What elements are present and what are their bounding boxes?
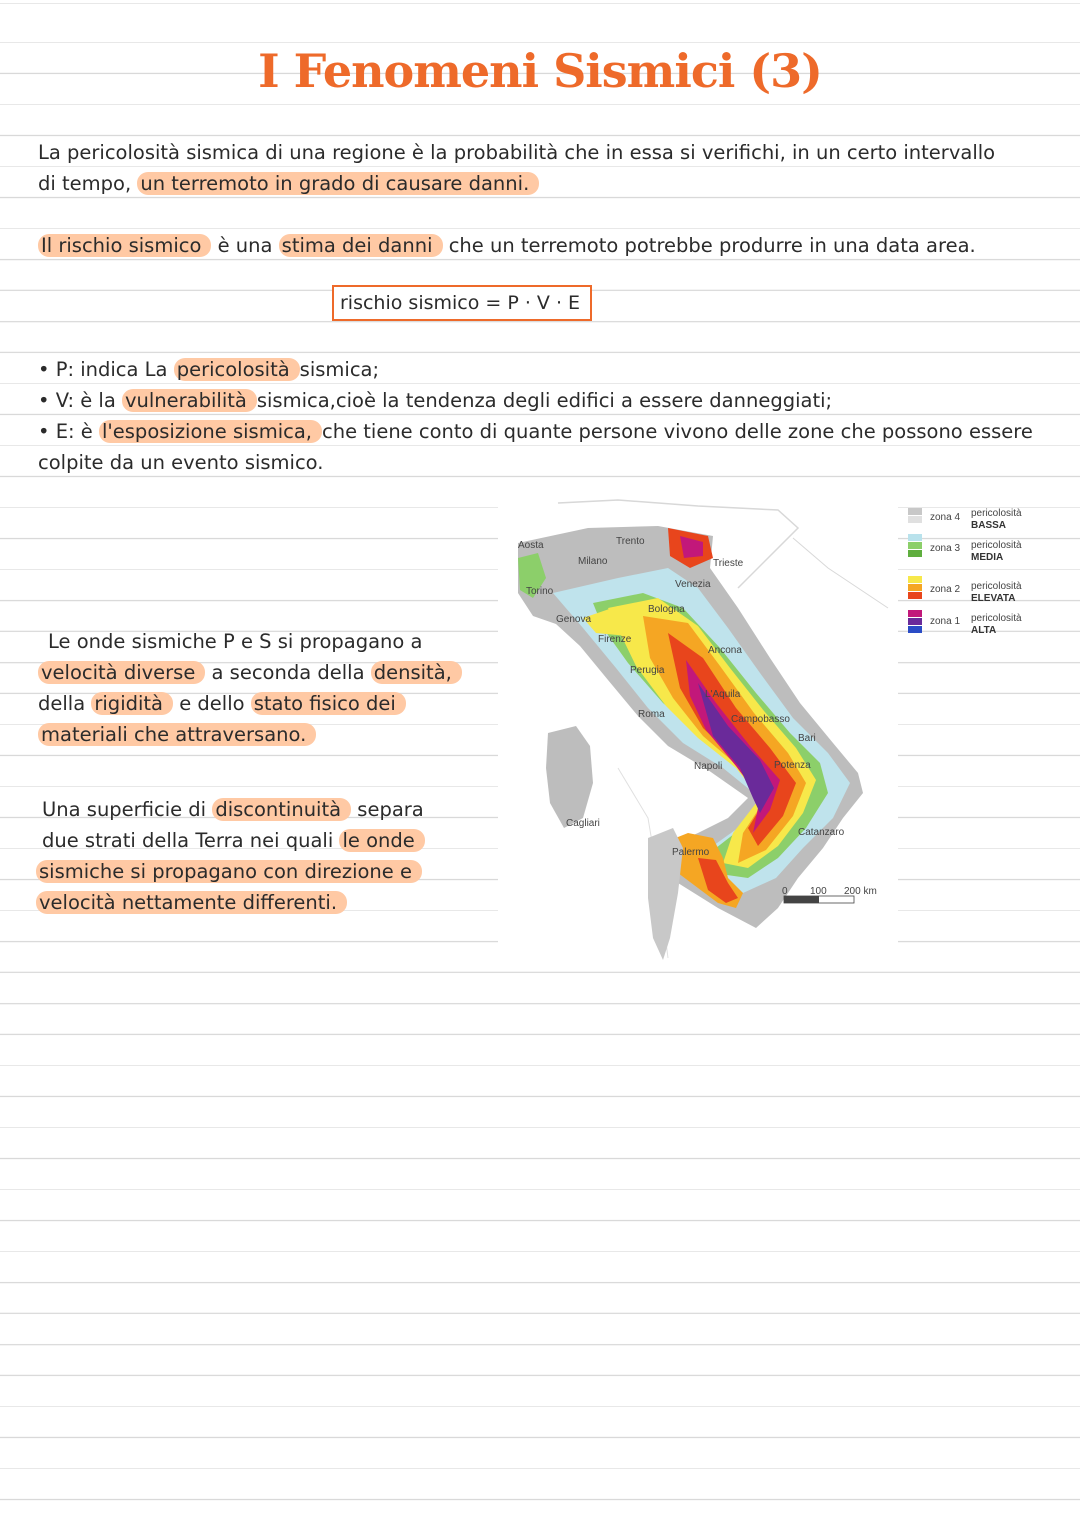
- scale-mid: 100: [810, 886, 827, 897]
- discontinuity-line-4: [36, 889, 347, 917]
- highlight-rigidity: rigidità: [91, 692, 173, 715]
- highlight-propagation: sismiche si propagano con direzione e: [36, 860, 422, 883]
- legend-level: ALTA: [971, 625, 997, 636]
- risk-formula: rischio sismico = P · V · E: [332, 285, 592, 321]
- risk-text: che un terremoto potrebbe produrre in una data area.: [448, 234, 976, 257]
- city-label: L'Aquila: [705, 689, 741, 700]
- bullet-text: che tiene conto di quante persone vivono delle zone che possono essere: [321, 420, 1033, 443]
- city-label: Roma: [638, 709, 665, 720]
- discontinuity-line-1: [42, 796, 424, 824]
- discontinuity-text: separa: [357, 798, 424, 821]
- highlight-vulnerability: vulnerabilità: [122, 389, 257, 412]
- waves-line-4: [38, 721, 316, 749]
- highlight-velocity: velocità nettamente differenti.: [36, 891, 347, 914]
- highlight-density: densità,: [371, 661, 462, 684]
- legend-zone-4: [908, 508, 1022, 531]
- legend-level: BASSA: [971, 520, 1007, 531]
- waves-line-1: Le onde sismiche P e S si propagano a: [48, 630, 423, 653]
- waves-text: e dello: [179, 692, 245, 715]
- risk-text: è una: [217, 234, 273, 257]
- highlight-estimate: stima dei danni: [279, 234, 443, 257]
- highlight-risk: Il rischio sismico: [38, 234, 211, 257]
- city-label: Potenza: [774, 760, 811, 771]
- bullet-text: • E: è: [38, 420, 93, 443]
- city-label: Bari: [798, 733, 816, 744]
- bullet-text: • P: indica La: [38, 358, 168, 381]
- city-label: Torino: [526, 586, 554, 597]
- city-label: Campobasso: [731, 714, 790, 725]
- waves-line-2: [38, 659, 462, 687]
- city-label: Napoli: [694, 761, 723, 772]
- legend-zone: zona 3: [930, 543, 961, 554]
- city-label: Perugia: [630, 665, 665, 676]
- risk-definition: [38, 232, 976, 260]
- legend-level: ELEVATA: [971, 593, 1016, 604]
- city-label: Trento: [616, 536, 645, 547]
- bullet-e-continued: colpite da un evento sismico.: [38, 451, 324, 474]
- city-label: Venezia: [675, 579, 711, 590]
- city-label: Bologna: [648, 604, 685, 615]
- bullet-text: sismica,cioè la tendenza degli edifici a essere danneggiati;: [256, 389, 833, 412]
- legend-level: MEDIA: [971, 552, 1004, 563]
- city-label: Milano: [578, 556, 608, 567]
- legend-zone-1: [908, 610, 1022, 636]
- legend-label: pericolosità: [971, 613, 1022, 624]
- highlight-physical-state: stato fisico dei: [251, 692, 406, 715]
- city-label: Ancona: [708, 645, 742, 656]
- discontinuity-line-3: [36, 858, 422, 886]
- bullet-v: [38, 387, 832, 415]
- legend-label: pericolosità: [971, 508, 1022, 519]
- waves-text: a seconda della: [211, 661, 365, 684]
- legend-zone-2: [908, 576, 1022, 604]
- bullet-p: [38, 356, 379, 384]
- city-label: Cagliari: [566, 818, 600, 829]
- legend-label: pericolosità: [971, 581, 1022, 592]
- highlight-exposure: l'esposizione sismica,: [99, 420, 322, 443]
- waves-text: della: [38, 692, 86, 715]
- intro-text: di tempo,: [38, 172, 132, 195]
- bullet-e: [38, 418, 1033, 446]
- discontinuity-line-2: [42, 827, 425, 855]
- city-label: Catanzaro: [798, 827, 845, 838]
- legend-zone-3: [908, 534, 1022, 563]
- scale-end: 200 km: [844, 886, 877, 897]
- city-label: Aosta: [518, 540, 544, 551]
- bullet-text: • V: è la: [38, 389, 116, 412]
- city-label: Trieste: [713, 558, 744, 569]
- waves-line-3: [38, 690, 406, 718]
- discontinuity-text: Una superficie di: [42, 798, 207, 821]
- legend-zone: zona 4: [930, 512, 961, 523]
- highlight-damage: un terremoto in grado di causare danni.: [137, 172, 539, 195]
- highlight-waves: le onde: [339, 829, 424, 852]
- map-legend: [906, 506, 1066, 646]
- city-label: Genova: [556, 614, 592, 625]
- scale-zero: 0: [782, 886, 788, 897]
- legend-zone: zona 1: [930, 616, 961, 627]
- city-label: Firenze: [598, 634, 632, 645]
- discontinuity-text: due strati della Terra nei quali: [42, 829, 334, 852]
- highlight-speeds: velocità diverse: [38, 661, 205, 684]
- bullet-text: sismica;: [299, 358, 380, 381]
- intro-line-2: [38, 170, 539, 198]
- highlight-discontinuity: discontinuità: [212, 798, 351, 821]
- intro-line-1: La pericolosità sismica di una regione è la probabilità che in essa si verifichi, in un certo intervallo: [38, 141, 996, 164]
- page-title: I Fenomeni Sismici (3): [258, 44, 822, 98]
- city-label: Palermo: [672, 847, 710, 858]
- highlight-hazard: pericolosità: [174, 358, 300, 381]
- highlight-materials: materiali che attraversano.: [38, 723, 316, 746]
- legend-label: pericolosità: [971, 540, 1022, 551]
- legend-zone: zona 2: [930, 584, 961, 595]
- seismic-hazard-map: [498, 498, 898, 963]
